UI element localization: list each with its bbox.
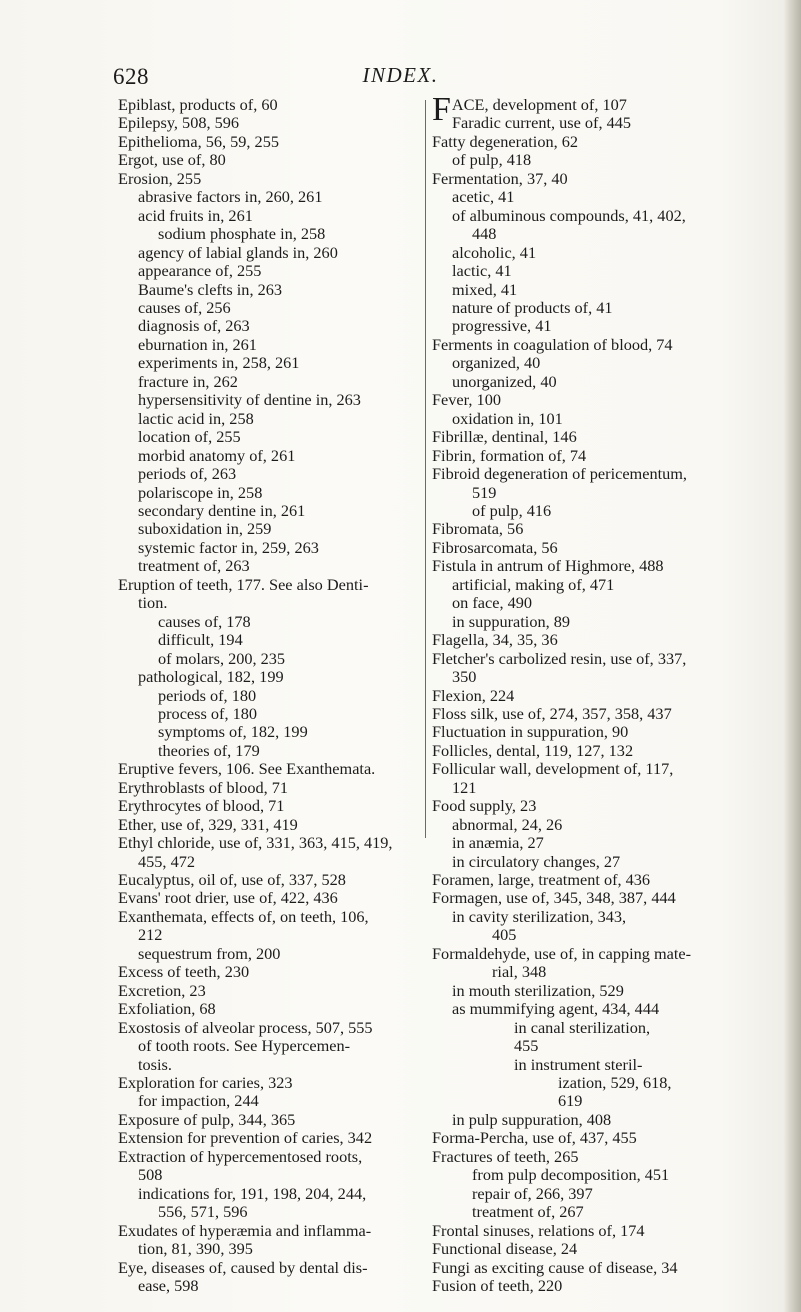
index-entry: fracture in, 262 xyxy=(138,371,238,391)
index-entry: Epithelioma, 56, 59, 255 xyxy=(118,131,279,151)
index-entry: tosis. xyxy=(138,1054,172,1074)
index-entry: Exfoliation, 68 xyxy=(118,999,216,1019)
index-entry: 212 xyxy=(138,925,163,945)
index-entry: repair of, 266, 397 xyxy=(472,1183,593,1203)
index-entry: experiments in, 258, 261 xyxy=(138,353,300,373)
index-entry: secondary dentine in, 261 xyxy=(138,500,306,520)
index-entry: rial, 348 xyxy=(492,962,547,982)
index-entry: in anæmia, 27 xyxy=(452,833,544,853)
index-entry: acid fruits in, 261 xyxy=(138,205,253,225)
index-entry: 455 xyxy=(514,1036,539,1056)
index-entry: progressive, 41 xyxy=(452,316,552,336)
index-entry: nature of products of, 41 xyxy=(452,297,613,317)
index-entry: 121 xyxy=(452,777,477,797)
index-entry: systemic factor in, 259, 263 xyxy=(138,537,319,557)
index-entry: abnormal, 24, 26 xyxy=(452,814,563,834)
index-entry: 619 xyxy=(558,1091,583,1111)
page-number: 628 xyxy=(113,64,149,89)
index-entry: Epiblast, products of, 60 xyxy=(118,95,278,114)
index-entry: as mummifying agent, 434, 444 xyxy=(452,999,660,1019)
index-entry: Fibrosarcomata, 56 xyxy=(432,537,558,557)
index-entry: Fibrin, formation of, 74 xyxy=(432,445,587,465)
index-entry: Eruption of teeth, 177. See also Denti- xyxy=(118,574,369,594)
index-entry: causes of, 178 xyxy=(158,611,251,631)
index-entry: sodium phosphate in, 258 xyxy=(158,224,326,244)
index-entry: periods of, 180 xyxy=(158,685,257,705)
index-entry: 556, 571, 596 xyxy=(158,1202,248,1222)
index-entry: Excretion, 23 xyxy=(118,980,206,1000)
index-entry: 350 xyxy=(452,667,477,687)
index-entry: Frontal sinuses, relations of, 174 xyxy=(432,1220,645,1240)
index-entry: for impaction, 244 xyxy=(138,1091,259,1111)
index-entry: process of, 180 xyxy=(158,703,258,723)
index-entry: Faradic current, use of, 445 xyxy=(452,113,632,133)
index-entry: in circulatory changes, 27 xyxy=(452,851,621,871)
index-entry: Formagen, use of, 345, 348, 387, 444 xyxy=(432,888,676,908)
index-entry: eburnation in, 261 xyxy=(138,334,257,354)
index-entry: Ether, use of, 329, 331, 419 xyxy=(118,814,298,834)
index-entry: difficult, 194 xyxy=(158,630,243,650)
index-entry: Fractures of teeth, 265 xyxy=(432,1146,579,1166)
index-entry-text: ACE, development of, 107 xyxy=(451,95,627,114)
index-entry: oxidation in, 101 xyxy=(452,408,563,428)
index-entry: in cavity sterilization, 343, xyxy=(452,906,627,926)
index-entry: 448 xyxy=(472,224,497,244)
index-entry: Fatty degeneration, 62 xyxy=(432,131,579,151)
index-entry: Eruptive fevers, 106. See Exanthemata. xyxy=(118,759,376,779)
index-entry: Excess of teeth, 230 xyxy=(118,962,250,982)
index-entry: Erythroblasts of blood, 71 xyxy=(118,777,289,797)
index-entry: Follicular wall, development of, 117, xyxy=(432,759,674,779)
index-entry: unorganized, 40 xyxy=(452,371,557,391)
index-entry: Formaldehyde, use of, in capping mate- xyxy=(432,943,692,963)
index-entry: pathological, 182, 199 xyxy=(138,667,284,687)
index-entry: in pulp suppuration, 408 xyxy=(452,1109,612,1129)
index-entry: Foramen, large, treatment of, 436 xyxy=(432,870,651,890)
index-entry: Ferments in coagulation of blood, 74 xyxy=(432,334,673,354)
index-entry: appearance of, 255 xyxy=(138,261,262,281)
index-entry: ease, 598 xyxy=(138,1276,199,1295)
index-entry: sequestrum from, 200 xyxy=(138,943,281,963)
index-entry: 519 xyxy=(472,482,497,502)
index-entry: abrasive factors in, 260, 261 xyxy=(138,187,323,207)
index-entry: morbid anatomy of, 261 xyxy=(138,445,296,465)
index-entry: mixed, 41 xyxy=(452,279,518,299)
index-entry: ization, 529, 618, xyxy=(558,1073,672,1093)
index-entry: lactic, 41 xyxy=(452,261,512,281)
index-entry: indications for, 191, 198, 204, 244, xyxy=(138,1183,367,1203)
index-entry: tion. xyxy=(138,593,168,613)
index-entry: Functional disease, 24 xyxy=(432,1239,578,1259)
index-entry: Fibrillæ, dentinal, 146 xyxy=(432,427,577,447)
index-entry: Fever, 100 xyxy=(432,390,501,410)
index-entry: of pulp, 418 xyxy=(452,150,532,170)
index-entry: in instrument steril- xyxy=(514,1054,643,1074)
column-divider xyxy=(425,100,426,838)
index-entry: location of, 255 xyxy=(138,427,241,447)
index-entry: Flagella, 34, 35, 36 xyxy=(432,630,558,650)
index-entry: 405 xyxy=(492,925,517,945)
index-entry: polariscope in, 258 xyxy=(138,482,263,502)
index-entry: Exudates of hyperæmia and inflamma- xyxy=(118,1220,372,1240)
index-entry: of pulp, 416 xyxy=(472,500,552,520)
index-entry: of molars, 200, 235 xyxy=(158,648,286,668)
index-entry: treatment of, 263 xyxy=(138,556,250,576)
running-head: INDEX. xyxy=(362,63,439,87)
index-entry: organized, 40 xyxy=(452,353,541,373)
index-column-right xyxy=(432,91,772,1295)
index-entry: Exposure of pulp, 344, 365 xyxy=(118,1109,296,1129)
index-entry: Floss silk, use of, 274, 357, 358, 437 xyxy=(432,703,672,723)
index-entry: Erythrocytes of blood, 71 xyxy=(118,796,285,816)
index-column-left xyxy=(118,96,434,1295)
index-entry: of albuminous compounds, 41, 402, xyxy=(452,205,686,225)
index-entry: from pulp decomposition, 451 xyxy=(472,1165,670,1185)
index-entry: Fistula in antrum of Highmore, 488 xyxy=(432,556,664,576)
index-entry: diagnosis of, 263 xyxy=(138,316,250,336)
index-entry: Food supply, 23 xyxy=(432,796,537,816)
index-entry: Baume's clefts in, 263 xyxy=(138,279,283,299)
index-entry: 455, 472 xyxy=(138,851,195,871)
page-edge xyxy=(783,0,801,1312)
index-entry: Fusion of teeth, 220 xyxy=(432,1276,563,1295)
index-entry: in suppuration, 89 xyxy=(452,611,571,631)
index-entry: symptoms of, 182, 199 xyxy=(158,722,308,742)
index-entry: hypersensitivity of dentine in, 263 xyxy=(138,390,361,410)
index-entry: Evans' root drier, use of, 422, 436 xyxy=(118,888,338,908)
index-entry: in mouth sterilization, 529 xyxy=(452,980,624,1000)
index-entry: Fermentation, 37, 40 xyxy=(432,168,568,188)
index-entry: Fletcher's carbolized resin, use of, 337, xyxy=(432,648,687,668)
index-entry: Extraction of hypercementosed roots, xyxy=(118,1146,363,1166)
index-entry: Fungi as exciting cause of disease, 34 xyxy=(432,1257,678,1277)
index-entry: Exostosis of alveolar process, 507, 555 xyxy=(118,1017,373,1037)
index-entry: in canal sterilization, xyxy=(514,1017,651,1037)
index-entry: Fluctuation in suppuration, 90 xyxy=(432,722,629,742)
index-entry: Epilepsy, 508, 596 xyxy=(118,113,240,133)
index-entry: theories of, 179 xyxy=(158,740,260,760)
drop-cap: F xyxy=(432,91,451,128)
index-entry: Follicles, dental, 119, 127, 132 xyxy=(432,740,634,760)
index-entry: Erosion, 255 xyxy=(118,168,202,188)
index-entry: Flexion, 224 xyxy=(432,685,515,705)
index-entry: lactic acid in, 258 xyxy=(138,408,254,428)
index-entry: Extension for prevention of caries, 342 xyxy=(118,1128,373,1148)
index-entry: Fibromata, 56 xyxy=(432,519,524,539)
index-entry: Exploration for caries, 323 xyxy=(118,1073,293,1093)
index-entry: Forma-Percha, use of, 437, 455 xyxy=(432,1128,637,1148)
index-entry: Fibroid degeneration of pericementum, xyxy=(432,464,687,484)
index-entry: of tooth roots. See Hypercemen- xyxy=(138,1036,351,1056)
index-entry: Eye, diseases of, caused by dental dis- xyxy=(118,1257,368,1277)
index-entry: suboxidation in, 259 xyxy=(138,519,272,539)
index-entry: acetic, 41 xyxy=(452,187,515,207)
index-entry: 508 xyxy=(138,1165,163,1185)
index-entry: alcoholic, 41 xyxy=(452,242,537,262)
index-entry: tion, 81, 390, 395 xyxy=(138,1239,253,1259)
index-entry: treatment of, 267 xyxy=(472,1202,584,1222)
index-entry: agency of labial glands in, 260 xyxy=(138,242,338,262)
index-entry: periods of, 263 xyxy=(138,464,237,484)
index-entry: Ethyl chloride, use of, 331, 363, 415, 419, xyxy=(118,833,393,853)
index-entry: Eucalyptus, oil of, use of, 337, 528 xyxy=(118,870,346,890)
index-entry: causes of, 256 xyxy=(138,297,231,317)
index-entry: Ergot, use of, 80 xyxy=(118,150,226,170)
index-entry: Exanthemata, effects of, on teeth, 106, xyxy=(118,906,369,926)
index-entry: on face, 490 xyxy=(452,593,533,613)
index-entry: artificial, making of, 471 xyxy=(452,574,615,594)
